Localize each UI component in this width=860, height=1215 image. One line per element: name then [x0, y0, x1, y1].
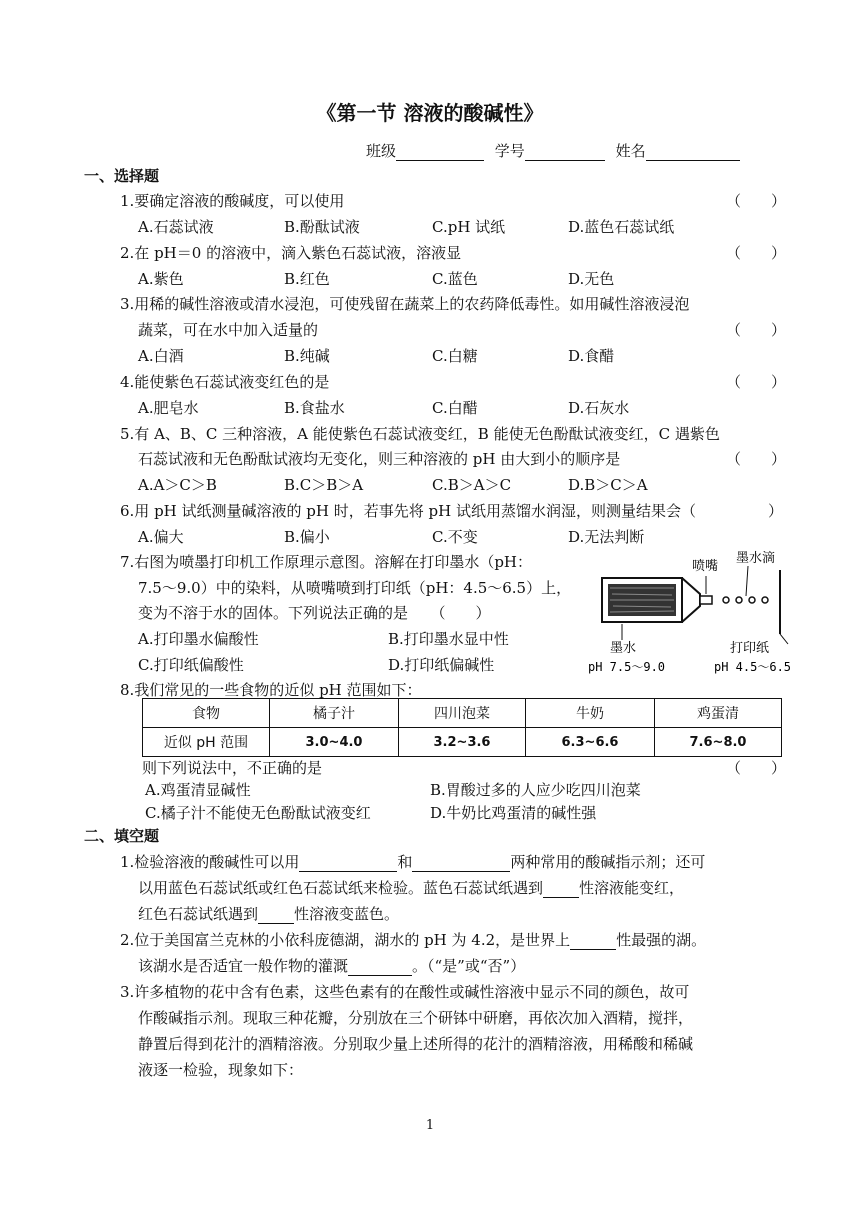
text-run: 1.检验溶液的酸碱性可以用: [120, 853, 300, 871]
text-run: 和: [397, 853, 413, 871]
food-ph-table: [142, 698, 782, 757]
question-stem: 4.能使紫色石蕊试液变红色的是: [120, 373, 330, 391]
option: B.食盐水: [284, 399, 345, 417]
option: A.肥皂水: [138, 399, 199, 417]
text-run: 性溶液变蓝色。: [294, 905, 400, 923]
class-label: 班级: [366, 142, 397, 160]
fill-question-line: [138, 878, 684, 898]
answer-blank[interactable]: [570, 933, 616, 950]
answer-paren[interactable]: （ ）: [726, 759, 787, 777]
answer-paren[interactable]: （ ）: [726, 373, 787, 391]
id-label: 学号: [494, 142, 525, 160]
question-stem: 6.用 pH 试纸测量碱溶液的 pH 时，若事先将 pH 试纸用蒸馏水润湿，则测量结果会（: [120, 502, 696, 520]
option: B.胃酸过多的人应少吃四川泡菜: [430, 781, 641, 799]
option: B.打印墨水显中性: [388, 630, 509, 648]
paragraph-line: 液逐一检验，现象如下：: [138, 1061, 304, 1079]
fill-question-line: [120, 930, 706, 950]
table-header-cell: 橘子汁: [270, 699, 399, 728]
page-number: 1: [425, 1118, 435, 1133]
option: A.打印墨水偏酸性: [138, 630, 259, 648]
fill-question-line: [138, 904, 399, 924]
option: C.pH 试纸: [432, 218, 506, 236]
text-run: 红色石蕊试纸遇到: [138, 905, 259, 923]
inkjet-diagram: [588, 548, 858, 678]
paragraph-line: 静置后得到花汁的酒精溶液。分别取少量上述所得的花汁的酒精溶液，用稀酸和稀碱: [138, 1035, 694, 1053]
option: D.食醋: [568, 347, 615, 365]
option: B.红色: [284, 270, 330, 288]
paper-label: 打印纸: [730, 641, 770, 656]
option: D.蓝色石蕊试纸: [568, 218, 675, 236]
option: D.打印纸偏碱性: [388, 656, 495, 674]
answer-blank[interactable]: [412, 855, 510, 872]
answer-paren[interactable]: （ ）: [726, 192, 787, 210]
option: D.B＞C＞A: [568, 476, 648, 494]
class-field[interactable]: [396, 144, 484, 161]
option: C.不变: [432, 528, 478, 546]
table-cell: 7.6~8.0: [655, 728, 782, 757]
option: C.白醋: [432, 399, 478, 417]
option: A.偏大: [138, 528, 184, 546]
answer-paren[interactable]: （ ）: [726, 321, 787, 339]
droplet-pointer: [746, 566, 748, 596]
ink-droplet: [723, 597, 729, 603]
table-header-cell: 牛奶: [526, 699, 655, 728]
answer-paren[interactable]: （ ）: [726, 244, 787, 262]
section-heading: 二、填空题: [84, 827, 160, 845]
text-run: 性溶液能变红，: [579, 879, 685, 897]
answer-blank[interactable]: [299, 855, 397, 872]
text-run: 2.位于美国富兰克林的小依科庞德湖，湖水的 pH 为 4.2，是世界上: [120, 931, 571, 949]
option: B.C＞B＞A: [284, 476, 364, 494]
option: A.石蕊试液: [138, 218, 214, 236]
option: C.B＞A＞C: [432, 476, 512, 494]
paragraph-line: 3.许多植物的花中含有色素，这些色素有的在酸性或碱性溶液中显示不同的颜色，故可: [120, 983, 690, 1001]
question-stem-cont: 石蕊试液和无色酚酞试液均无变化，则三种溶液的 pH 由大到小的顺序是: [138, 450, 621, 468]
fill-question-line: [120, 852, 705, 872]
option: D.无法判断: [568, 528, 645, 546]
id-field[interactable]: [525, 144, 605, 161]
question-stem: 7.右图为喷墨打印机工作原理示意图。溶解在打印墨水（pH：: [120, 553, 532, 571]
table-header-cell: 四川泡菜: [399, 699, 526, 728]
option: C.打印纸偏酸性: [138, 656, 244, 674]
ink-droplet: [736, 597, 742, 603]
option: A.白酒: [138, 347, 184, 365]
question-stem: 1.要确定溶液的酸碱度，可以使用: [120, 192, 345, 210]
option: B.偏小: [284, 528, 330, 546]
text-run: 。（“是”或“否”）: [412, 957, 526, 975]
option: B.酚酞试液: [284, 218, 360, 236]
table-cell: 3.0~4.0: [270, 728, 399, 757]
question-stem: 3.用稀的碱性溶液或清水浸泡，可使残留在蔬菜上的农药降低毒性。如用碱性溶液浸泡: [120, 295, 690, 313]
option: D.牛奶比鸡蛋清的碱性强: [430, 804, 597, 822]
section-heading: 一、选择题: [84, 167, 160, 185]
option: D.石灰水: [568, 399, 630, 417]
student-info: [366, 141, 740, 161]
inkjet-svg: [588, 548, 858, 678]
answer-blank[interactable]: [348, 959, 412, 976]
nozzle-shape: [700, 596, 712, 604]
question-stem: 8.我们常见的一些食物的近似 pH 范围如下：: [120, 681, 422, 699]
question-stem: 5.有 A、B、C 三种溶液，A 能使紫色石蕊试液变红，B 能使无色酚酞试液变红，C 遇紫色: [120, 425, 720, 443]
ink-label: 墨水: [610, 641, 637, 656]
question-stem-cont: 变为不溶于水的固体。下列说法正确的是 （ ）: [138, 604, 491, 622]
name-label: 姓名: [615, 142, 646, 160]
option: C.白糖: [432, 347, 478, 365]
table-header-cell: 食物: [143, 699, 270, 728]
question-followup: 则下列说法中，不正确的是: [142, 759, 323, 777]
paper-ph-label: pH 4.5～6.5: [714, 660, 792, 674]
question-stem-cont: 蔬菜，可在水中加入适量的: [138, 321, 319, 339]
text-run: 两种常用的酸碱指示剂；还可: [510, 853, 706, 871]
droplet-label: 墨水滴: [736, 551, 776, 566]
cartridge-neck: [682, 578, 700, 622]
question-stem: 2.在 pH＝0 的溶液中，滴入紫色石蕊试液，溶液显: [120, 244, 462, 262]
nozzle-label: 喷嘴: [692, 559, 719, 574]
text-run: 以用蓝色石蕊试纸或红色石蕊试纸来检验。蓝色石蕊试纸遇到: [138, 879, 544, 897]
option: A.紫色: [138, 270, 184, 288]
answer-blank[interactable]: [258, 907, 294, 924]
paper-pointer: [780, 634, 788, 644]
table-header-row: [143, 699, 782, 728]
answer-paren-end[interactable]: ）: [768, 502, 784, 520]
page-title: 《第一节 溶液的酸碱性》: [316, 101, 544, 125]
answer-blank[interactable]: [543, 881, 579, 898]
name-field[interactable]: [646, 144, 740, 161]
option: D.无色: [568, 270, 615, 288]
option: A.鸡蛋清显碱性: [145, 781, 251, 799]
option: C.蓝色: [432, 270, 478, 288]
table-cell: 3.2~3.6: [399, 728, 526, 757]
table-header-cell: 鸡蛋清: [655, 699, 782, 728]
text-run: 该湖水是否适宜一般作物的灌溉: [138, 957, 349, 975]
option: B.纯碱: [284, 347, 330, 365]
option: C.橘子汁不能使无色酚酞试液变红: [145, 804, 371, 822]
table-cell: 近似 pH 范围: [143, 728, 270, 757]
question-stem-cont: 7.5～9.0）中的染料，从喷嘴喷到打印纸（pH：4.5～6.5）上，: [138, 579, 572, 597]
ink-droplet: [762, 597, 768, 603]
option: A.A＞C＞B: [138, 476, 217, 494]
table-row: [143, 728, 782, 757]
ink-droplet: [749, 597, 755, 603]
paragraph-line: 作酸碱指示剂。现取三种花瓣，分别放在三个研钵中研磨，再依次加入酒精，搅拌，: [138, 1009, 694, 1027]
answer-paren[interactable]: （ ）: [726, 450, 787, 468]
fill-question-line: [138, 956, 525, 976]
table-cell: 6.3~6.6: [526, 728, 655, 757]
text-run: 性最强的湖。: [616, 931, 707, 949]
ink-ph-label: pH 7.5～9.0: [588, 660, 666, 674]
